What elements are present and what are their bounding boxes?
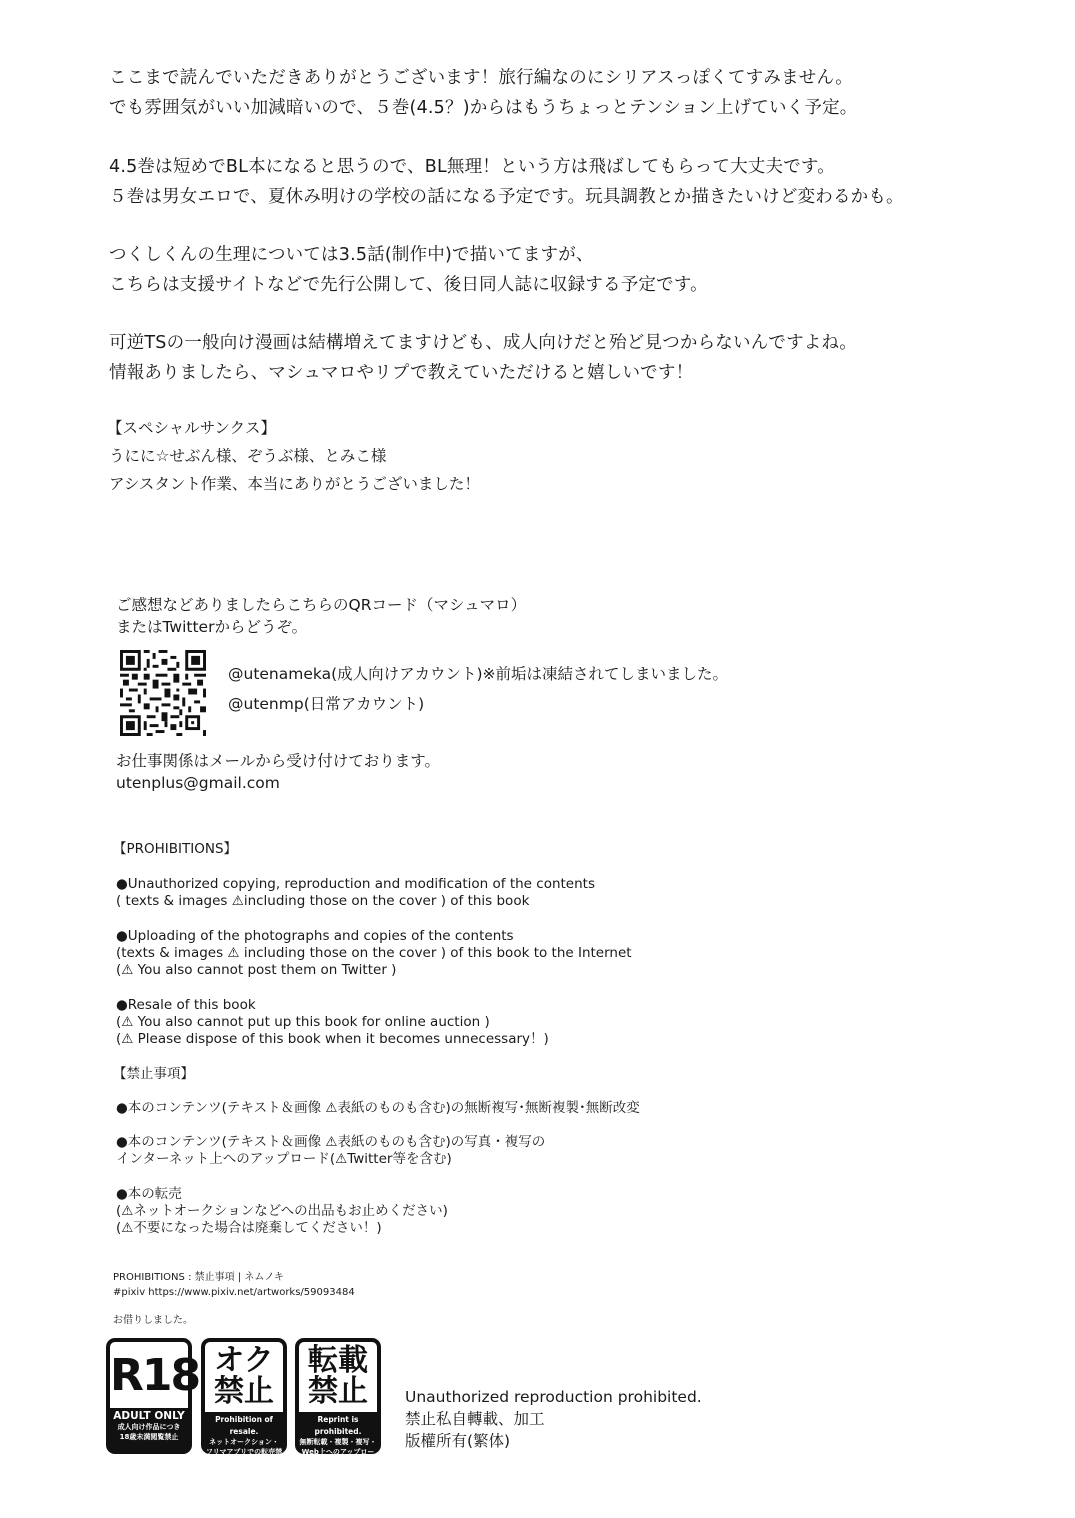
r18-badge-en: ADULT ONLY xyxy=(113,1410,185,1422)
r18-badge xyxy=(106,1338,200,1454)
footer-line: Unauthorized reproduction prohibited. xyxy=(405,1388,702,1406)
prohibition-item: ●Resale of this book xyxy=(116,997,256,1013)
prohibition-item: ●Uploading of the photographs and copies of the contents xyxy=(116,928,514,944)
footer-line: 禁止私自轉載、加工 xyxy=(405,1410,545,1428)
special-thanks-title: 【スペシャルサンクス】 xyxy=(107,419,276,437)
prohibitions-ja-title: 【禁止事項】 xyxy=(113,1066,194,1082)
prohibition-ja-item: ●本のコンテンツ(テキスト＆画像 ⚠表紙のものも含む)の無断複写･無断複製･無断改変 xyxy=(116,1100,640,1116)
r18-badge-ja: 成人向け作品につき xyxy=(117,1423,181,1431)
afterword-line: こちらは支援サイトなどで先行公開して、後日同人誌に収録する予定です。 xyxy=(109,275,708,295)
prohibition-item: ●Unauthorized copying, reproduction and modification of the contents xyxy=(116,876,595,892)
prohibition-ja-item: ●本の転売 xyxy=(116,1186,182,1202)
reprint-badge-ja: 無断転載・複製・複写・ xyxy=(299,1438,377,1446)
footer-line: 版權所有(繁体) xyxy=(405,1432,511,1450)
contact-intro: ご感想などありましたらこちらのQRコード（マシュマロ） xyxy=(116,596,527,614)
special-thanks-names: うにに☆せぶん様、ぞうぶ様、とみこ様 xyxy=(109,447,387,465)
prohibition-item: (⚠ You also cannot post them on Twitter ) xyxy=(116,962,397,978)
reprint-prohibited-badge xyxy=(295,1338,381,1465)
email-link[interactable]: utenplus@gmail.com xyxy=(116,774,280,792)
contact-intro: またはTwitterからどうぞ。 xyxy=(116,618,308,636)
credit-line: PROHIBITIONS : 禁止事項 | ネムノキ xyxy=(113,1272,284,1283)
work-note: お仕事関係はメールから受け付けております。 xyxy=(116,752,440,770)
prohibition-ja-item: ●本のコンテンツ(テキスト＆画像 ⚠表紙のものも含む)の写真・複写の xyxy=(116,1134,546,1150)
afterword-line: 可逆TSの一般向け漫画は結構増えてますけども、成人向けだと殆ど見つからないんですよね。 xyxy=(109,333,857,353)
afterword-line: 情報ありましたら、マシュマロやリプで教えていただけると嬉しいです！ xyxy=(109,363,694,383)
prohibitions-title: 【PROHIBITIONS】 xyxy=(113,841,238,857)
prohibition-item: (⚠ You also cannot put up this book for online auction ) xyxy=(116,1014,490,1030)
prohibition-ja-item: (⚠ネットオークションなどへの出品もお止めください) xyxy=(116,1203,448,1219)
afterword-line: ５巻は男女エロで、夏休み明けの学校の話になる予定です。玩具調教とか描きたいけど変わるかも。 xyxy=(109,187,904,207)
afterword-line: でも雰囲気がいい加減暗いので、５巻(4.5？)からはもうちょっとテンション上げていく予定。 xyxy=(109,98,858,118)
reprint-badge-en: Reprint is prohibited. xyxy=(314,1415,362,1436)
resale-badge-title: オク xyxy=(214,1343,274,1378)
resale-badge-en: Prohibition of resale. xyxy=(215,1415,273,1436)
afterword-line: つくしくんの生理については3.5話(制作中)で描いてますが、 xyxy=(109,245,594,265)
credit-line: お借りしました。 xyxy=(113,1315,193,1326)
qr-code-icon[interactable] xyxy=(120,650,206,736)
prohibition-ja-item: (⚠不要になった場合は廃棄してください！) xyxy=(116,1220,382,1236)
r18-badge-title: R18 xyxy=(110,1350,200,1401)
credit-line: #pixiv https://www.pixiv.net/artworks/59093484 xyxy=(113,1287,355,1298)
r18-badge-ja: 18歳未満閲覧禁止 xyxy=(119,1432,179,1441)
account-daily: @utenmp(日常アカウント) xyxy=(228,695,425,713)
resale-badge-ja: ネットオークション・ xyxy=(209,1438,279,1446)
special-thanks-message: アシスタント作業、本当にありがとうございました！ xyxy=(109,475,480,493)
account-adult: @utenameka(成人向けアカウント)※前垢は凍結されてしまいました。 xyxy=(228,665,729,683)
prohibition-item: ( texts & images ⚠including those on the cover ) of this book xyxy=(116,893,530,909)
prohibition-ja-item: インターネット上へのアップロード(⚠Twitter等を含む) xyxy=(116,1151,452,1167)
resale-badge-title: 禁止 xyxy=(214,1374,274,1409)
afterword-line: ここまで読んでいただきありがとうございます！旅行編なのにシリアスっぽくてすみません。 xyxy=(109,68,853,88)
reprint-badge-title: 禁止 xyxy=(308,1374,368,1409)
prohibition-item: (⚠ Please dispose of this book when it becomes unnecessary！) xyxy=(116,1031,549,1047)
resale-badge-ja: フリマアプリでの転売禁止 xyxy=(205,1447,283,1465)
reprint-badge-title: 転載 xyxy=(308,1343,368,1378)
prohibition-item: (texts & images ⚠ including those on the cover ) of this book to the Internet xyxy=(116,945,632,961)
afterword-line: 4.5巻は短めでBL本になると思うので、BL無理！という方は飛ばしてもらって大丈夫です。 xyxy=(109,157,835,177)
resale-prohibited-badge xyxy=(201,1338,287,1465)
reprint-badge-ja: Web上へのアップロード禁止 xyxy=(301,1447,375,1465)
